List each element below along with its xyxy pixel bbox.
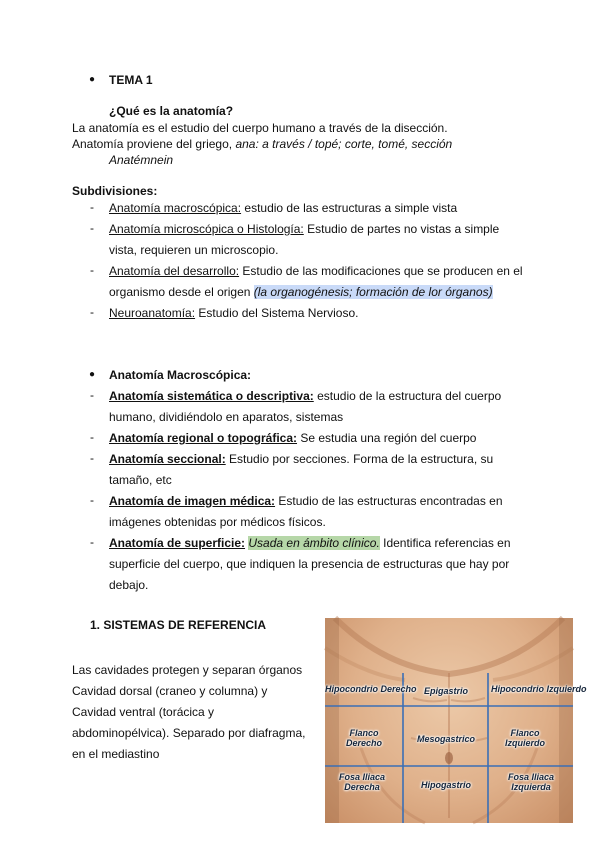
region-grid bbox=[325, 618, 587, 823]
region-label: Mesogastrico bbox=[416, 734, 476, 744]
abdomen-regions-figure bbox=[325, 618, 587, 823]
region-label: Hipocondrio Izquierdo bbox=[491, 684, 587, 694]
macro-heading: Anatomía Macroscópica: bbox=[109, 368, 252, 382]
que-es-line2: Anatomía proviene del griego, ana: a través / topé; corte, tomé, sección bbox=[72, 137, 453, 151]
bullet-icon: ● bbox=[89, 369, 96, 380]
region-label: Fosa Iliaca Izquierda bbox=[507, 772, 555, 792]
subdiv-item-cont: vista, requieren un microscopio. bbox=[109, 243, 279, 257]
que-es-line3: Anatémnein bbox=[109, 153, 174, 167]
macro-item: Anatomía regional o topográfica: Se estudia una región del cuerpo bbox=[109, 431, 477, 445]
region-label: Epigastrio bbox=[423, 686, 468, 696]
que-es-heading: ¿Qué es la anatomía? bbox=[109, 104, 234, 118]
macro-item: Anatomía seccional: Estudio por secciones. Forma de la estructura, su bbox=[109, 452, 494, 466]
subdiv-item: Anatomía microscópica o Histología: Estudio de partes no vistas a simple bbox=[109, 222, 500, 236]
macro-item-cont: superficie del cuerpo, que indiquen la presencia de estructuras que hay por bbox=[109, 557, 510, 571]
dash-icon: - bbox=[90, 388, 94, 402]
macro-item: Anatomía de superficie: Usada en ámbito clínico. Identifica referencias en bbox=[109, 536, 511, 550]
subdivisiones-heading: Subdivisiones: bbox=[72, 184, 158, 198]
region-label: Fosa Iliaca Derecha bbox=[338, 772, 386, 792]
macro-item: Anatomía sistemática o descriptiva: estudio de la estructura del cuerpo bbox=[109, 389, 502, 403]
dash-icon: - bbox=[90, 200, 94, 214]
macro-item-cont: tamaño, etc bbox=[109, 473, 172, 487]
macro-item-cont: imágenes obtenidas por médicos físicos. bbox=[109, 515, 326, 529]
sistemas-heading: 1. SISTEMAS DE REFERENCIA bbox=[90, 618, 267, 632]
subdiv-item: Neuroanatomía: Estudio del Sistema Nervioso. bbox=[109, 306, 359, 320]
region-label: Hipocondrio Derecho bbox=[325, 684, 417, 694]
sistemas-line: en el mediastino bbox=[72, 747, 160, 761]
tema-title: TEMA 1 bbox=[109, 73, 153, 87]
region-label: Flanco Derecho bbox=[345, 728, 382, 748]
subdiv-item-cont: organismo desde el origen (la organogénesis; formación de lor órganos) bbox=[109, 285, 493, 299]
que-es-line1: La anatomía es el estudio del cuerpo humano a través de la disección. bbox=[72, 121, 448, 135]
dash-icon: - bbox=[90, 263, 94, 277]
region-label: Flanco Izquierdo bbox=[505, 728, 545, 748]
sistemas-line: Las cavidades protegen y separan órganos bbox=[72, 663, 303, 677]
dash-icon: - bbox=[90, 451, 94, 465]
dash-icon: - bbox=[90, 221, 94, 235]
dash-icon: - bbox=[90, 493, 94, 507]
region-label: Hipogastrio bbox=[420, 780, 471, 790]
macro-item-cont: humano, dividiéndolo en aparatos, sistemas bbox=[109, 410, 344, 424]
subdiv-item: Anatomía del desarrollo: Estudio de las modificaciones que se producen en el bbox=[109, 264, 523, 278]
dash-icon: - bbox=[90, 430, 94, 444]
dash-icon: - bbox=[90, 535, 94, 549]
macro-item-cont: debajo. bbox=[109, 578, 149, 592]
sistemas-line: Cavidad ventral (torácica y bbox=[72, 705, 215, 719]
dash-icon: - bbox=[90, 305, 94, 319]
sistemas-line: abdominopélvica). Separado por diafragma, bbox=[72, 726, 306, 740]
bullet-icon: ● bbox=[89, 74, 96, 85]
macro-item: Anatomía de imagen médica: Estudio de las estructuras encontradas en bbox=[109, 494, 503, 508]
sistemas-line: Cavidad dorsal (craneo y columna) y bbox=[72, 684, 268, 698]
subdiv-item: Anatomía macroscópica: estudio de las estructuras a simple vista bbox=[109, 201, 458, 215]
